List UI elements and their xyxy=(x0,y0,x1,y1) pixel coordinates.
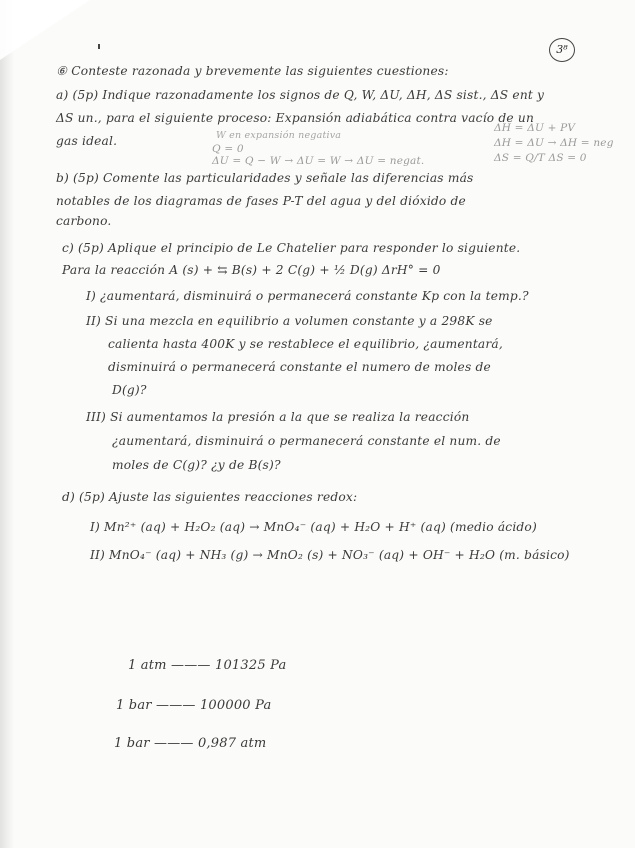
conversion-bar-atm: 1 bar ——— 0,987 atm xyxy=(114,736,267,751)
question-b-line-1: b) (5p) Comente las particularidades y señale las diferencias más xyxy=(56,171,474,185)
page-number-badge: 3⁸ xyxy=(549,38,575,62)
question-d-reaction-i: I) Mn²⁺ (aq) + H₂O₂ (aq) → MnO₄⁻ (aq) + H₂O + H⁺ (aq) (medio ácido) xyxy=(90,520,537,534)
page-shadow xyxy=(0,0,14,848)
question-d-line-1: d) (5p) Ajuste las siguientes reacciones redox: xyxy=(62,490,358,504)
question-c-part-iii-2: ¿aumentará, disminuirá o permanecerá constante el num. de xyxy=(112,434,501,448)
pencil-note-work: W en expansión negativa xyxy=(216,130,342,141)
question-a-line-2: ΔS un., para el siguiente proceso: Expansión adiabática contra vacío de un xyxy=(56,111,534,125)
question-c-part-iii-3: moles de C(g)? ¿y de B(s)? xyxy=(112,458,281,472)
pencil-note-heat: Q = 0 xyxy=(212,143,244,155)
question-b-line-2: notables de los diagramas de fases P-T del agua y del dióxido de xyxy=(56,194,466,208)
question-c-part-iii-1: III) Si aumentamos la presión a la que se realiza la reacción xyxy=(86,410,470,424)
question-c-part-ii-1: II) Si una mezcla en equilibrio a volumen constante y a 298K se xyxy=(86,314,493,328)
pencil-note-entropy: ΔS = Q/T ΔS = 0 xyxy=(494,152,587,164)
question-6-title: ⑥ Conteste razonada y brevemente las siguientes cuestiones: xyxy=(56,64,449,78)
conversion-atm-pa: 1 atm ——— 101325 Pa xyxy=(128,658,287,673)
question-c-part-ii-3: disminuirá o permanecerá constante el numero de moles de xyxy=(108,360,491,374)
pencil-note-internal-energy: ΔU = Q − W → ΔU = W → ΔU = negat. xyxy=(212,155,425,167)
question-a-line-1: a) (5p) Indique razonadamente los signos de Q, W, ΔU, ΔH, ΔS sist., ΔS ent y xyxy=(56,88,545,102)
question-d-reaction-ii: II) MnO₄⁻ (aq) + NH₃ (g) → MnO₂ (s) + NO₃⁻ (aq) + OH⁻ + H₂O (m. básico) xyxy=(90,548,570,562)
question-c-reaction: Para la reacción A (s) + ⇆ B(s) + 2 C(g) + ½ D(g) ΔrH° = 0 xyxy=(62,263,441,277)
question-a-line-3: gas ideal. xyxy=(56,134,118,148)
pencil-note-enthalpy-2: ΔH = ΔU → ΔH = neg xyxy=(494,137,614,149)
question-c-part-ii-2: calienta hasta 400K y se restablece el equilibrio, ¿aumentará, xyxy=(108,337,503,351)
question-c-part-ii-4: D(g)? xyxy=(112,383,147,397)
conversion-bar-pa: 1 bar ——— 100000 Pa xyxy=(116,698,272,713)
question-c-part-i: I) ¿aumentará, disminuirá o permanecerá constante Kp con la temp.? xyxy=(86,289,529,303)
pen-mark xyxy=(98,44,100,49)
page-corner-fold xyxy=(0,0,90,60)
question-c-line-1: c) (5p) Aplique el principio de Le Chatelier para responder lo siguiente. xyxy=(62,241,521,255)
pencil-note-enthalpy: ΔH = ΔU + PV xyxy=(494,122,576,134)
question-b-line-3: carbono. xyxy=(56,214,112,228)
